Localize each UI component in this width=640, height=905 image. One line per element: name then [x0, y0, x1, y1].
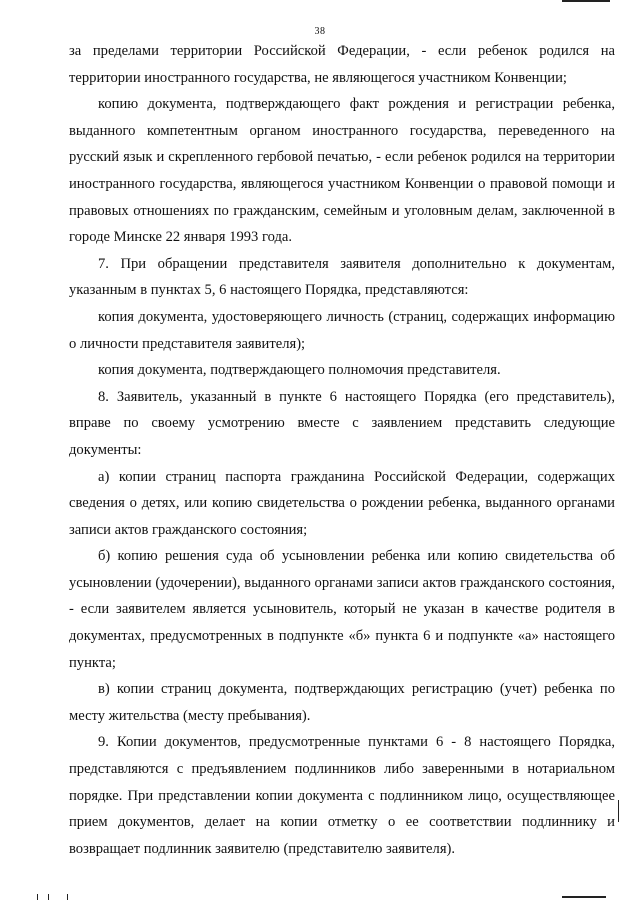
paragraph-item-7: 7. При обращении представителя заявителя дополнительно к документам, указанным в пунктах 5, 6 настоящего Порядка, представляются:: [69, 255, 615, 299]
paragraph-continuation: за пределами территории Российской Федерации, - если ребенок родился на территории иностранного государства, не являющегося участником Конвенции;: [69, 43, 615, 86]
paragraph-representative-authority: копия документа, подтверждающего полномочия представителя.: [98, 362, 501, 379]
scan-mark-right-edge: [618, 800, 619, 822]
paragraph-item-8b: б) копию решения суда об усыновлении ребенка или копию свидетельства об усыновлении (удочерении), выданного органами записи актов гражданского состояния, - если заявителем является усыновитель, который не указан в качестве родителя в документах, предусмотренных в подпункте «б» пункта 6 и подпункте «а» настоящего пункта;: [69, 548, 615, 671]
page-number: 38: [314, 26, 326, 37]
document-body: [69, 38, 615, 862]
scan-mark-bottom-right: [562, 896, 606, 898]
paragraph-item-9: 9. Копии документов, предусмотренные пунктами 6 - 8 настоящего Порядка, представляются с предъявлением подлинников либо заверенными в нотариальном порядке. При представлении копии документа с подлинником лицо, осуществляющее прием документов, делает на копии отметку о ее соответствии подлиннику и возвращает подлинник заявителю (представителю заявителя).: [69, 734, 615, 857]
scan-mark-bottom-left-2: [48, 894, 49, 900]
paragraph-birth-document: копию документа, подтверждающего факт рождения и регистрации ребенка, выданного компетентным органом иностранного государства, переведенного на русский язык и скрепленного гербовой печатью, - если ребенок родился на территории иностранного государства, являющегося участником Конвенции о правовой помощи и правовых отношениях по гражданским, семейным и уголовным делам, заключенной в городе Минске 22 января 1993 года.: [69, 96, 615, 246]
scan-mark-top-right: [562, 0, 610, 2]
scan-mark-bottom-left-1: [37, 894, 38, 900]
paragraph-item-8a: а) копии страниц паспорта гражданина Российской Федерации, содержащих сведения о детях, или копию свидетельства о рождении ребенка, выданного органами записи актов гражданского состояния;: [69, 468, 615, 538]
scan-mark-bottom-left-3: [67, 894, 68, 900]
paragraph-item-8c: в) копии страниц документа, подтверждающих регистрацию (учет) ребенка по месту жительства (месту пребывания).: [69, 681, 615, 724]
paragraph-representative-id: копия документа, удостоверяющего личность (страниц, содержащих информацию о личности представителя заявителя);: [69, 308, 615, 352]
paragraph-item-8: 8. Заявитель, указанный в пункте 6 настоящего Порядка (его представитель), вправе по своему усмотрению вместе с заявлением представить следующие документы:: [69, 388, 615, 458]
